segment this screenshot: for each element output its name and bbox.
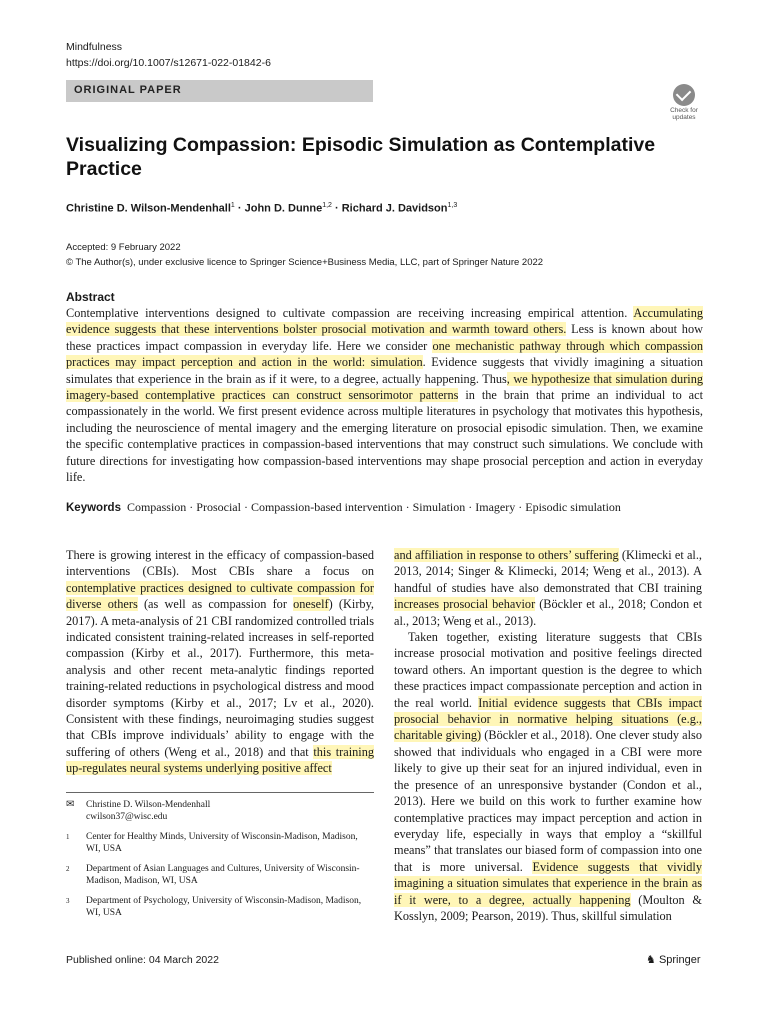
highlighted-text: Evidence suggests that vividly imagining a situation simulates that experience in the brain as if it were, to a degree, actually happening bbox=[394, 859, 702, 907]
check-updates-label: Check for updates bbox=[670, 107, 698, 121]
author-affiliation-marker: 1 bbox=[230, 202, 235, 209]
doi-link[interactable]: https://doi.org/10.1007/s12671-022-01842-6 bbox=[66, 57, 271, 69]
affiliation-text: Department of Asian Languages and Cultures, University of Wisconsin-Madison, Madison, WI, USA bbox=[86, 864, 360, 886]
text-run: in the brain that prime an individual to act compassionately in the world. We first present evidence across multiple literatures in psychology that motivates this hypothesis, including the neuroscience of mental imagery and the emerging literature on prosocial episodic simulation. Then, we examine the specific contemplative practices in compassion-based interventions that may construct such simulations. We conclude with future directions for investigating how compassion-based interventions may shape prosocial perception and action in everyday life. bbox=[66, 388, 704, 485]
keywords-line bbox=[66, 500, 703, 515]
text-run: There is growing interest in the efficacy of compassion-based interventions (CBIs). Most CBIs share a focus on bbox=[66, 548, 374, 579]
publisher-name: Springer bbox=[658, 954, 701, 966]
contact-name: Christine D. Wilson-Mendenhall bbox=[86, 800, 211, 810]
contact-footnote bbox=[66, 799, 366, 823]
springer-horse-icon: ♞ bbox=[646, 954, 656, 966]
publication-info bbox=[66, 240, 543, 270]
journal-header bbox=[66, 39, 271, 71]
text-run: (as well as compassion for bbox=[137, 597, 294, 612]
highlighted-text: Initial evidence suggests that CBIs impact prosocial behavior in normative helping situations (e.g., charitable giving) bbox=[394, 695, 703, 743]
copyright-line: © The Author(s), under exclusive licence to Springer Science+Business Media, LLC, part of Springer Nature 2022 bbox=[66, 257, 544, 268]
highlighted-text: and affiliation in response to others’ suffering bbox=[394, 548, 619, 562]
journal-name: Mindfulness bbox=[66, 41, 123, 53]
affiliation-text: Department of Psychology, University of Wisconsin-Madison, Madison, WI, USA bbox=[86, 896, 362, 918]
text-run: (Klimecki et al., 2013, 2014; Singer & Klimecki, 2014; Weng et al., 2013). A handful of studies have also demonstrated that CBI training bbox=[394, 548, 702, 595]
text-run: (Böckler et al., 2018; Condon et al., 2013; Weng et al., 2013). bbox=[394, 597, 702, 628]
text-run: Less is known about how these practices impact compassion in everyday life. Here we consider bbox=[66, 322, 703, 353]
highlighted-text: oneself bbox=[293, 597, 329, 612]
affiliation-footnote bbox=[66, 863, 366, 887]
affiliation-number: 3 bbox=[66, 897, 70, 905]
body-column-left bbox=[66, 547, 374, 777]
check-for-updates-badge[interactable] bbox=[664, 84, 704, 124]
keywords-label: Keywords bbox=[66, 502, 121, 514]
author-list: Christine D. Wilson-Mendenhall$^1$ · John D. Dunne$^{1,2}$ · Richard J. Davidson$^{1,3}$ bbox=[66, 202, 458, 215]
affiliation-footnote bbox=[66, 895, 366, 919]
body-paragraph bbox=[394, 629, 702, 924]
affiliation-number: 2 bbox=[66, 865, 70, 873]
affiliation-footnote bbox=[66, 831, 366, 855]
published-date: Published online: 04 March 2022 bbox=[66, 954, 219, 966]
text-run: (Moulton & Kosslyn, 2009; Pearson, 2019). Thus, skillful simulation bbox=[394, 892, 702, 923]
affiliation-number: 1 bbox=[66, 833, 70, 841]
abstract-heading: Abstract bbox=[66, 290, 115, 304]
text-run: ) (Kirby, 2017). A meta-analysis of 21 CBI randomized controlled trials indicated consistent training-related increases in self-reported compassion (Kirby et al., 2017). Furthermore, this meta-analysis and other recent meta-analytic findings reported training-related reductions in psychological distress and mood disorder symptoms (Kirby et al., 2017; Lv et al., 2020). Consistent with these findings, neuroimaging studies suggest that CBIs improve individuals’ ability to engage with the suffering of others (Weng et al., 2018) and that bbox=[66, 597, 374, 759]
body-paragraph bbox=[394, 547, 702, 629]
highlighted-text: contemplative practices designed to cultivate compassion for diverse others bbox=[66, 580, 374, 612]
author-name[interactable]: John D. Dunne bbox=[244, 202, 323, 215]
accepted-date: Accepted: 9 February 2022 bbox=[66, 242, 181, 253]
author-name[interactable]: Richard J. Davidson bbox=[341, 202, 448, 215]
highlighted-text: this training up-regulates neural systems underlying positive affect bbox=[66, 744, 374, 776]
footnotes bbox=[66, 799, 366, 927]
text-run: Contemplative interventions designed to cultivate compassion are receiving increasing empirical attention. bbox=[66, 306, 634, 320]
affiliation-text: Center for Healthy Minds, University of Wisconsin-Madison, Madison, WI, USA bbox=[86, 832, 358, 854]
checkmark-icon bbox=[673, 84, 695, 106]
author-name[interactable]: Christine D. Wilson-Mendenhall bbox=[66, 202, 231, 215]
body-paragraph bbox=[66, 547, 374, 777]
article-type-banner bbox=[66, 80, 373, 102]
article-title: Visualizing Compassion: Episodic Simulation as Contemplative Practice bbox=[66, 134, 656, 180]
text-run: . Evidence suggests that vividly imagining a situation simulates that experience in the brain as if it were, to a degree, actually happening. Thus bbox=[66, 355, 703, 386]
contact-email[interactable]: cwilson37@wisc.edu bbox=[86, 812, 168, 822]
highlighted-text: increases prosocial behavior bbox=[394, 597, 536, 612]
abstract-body bbox=[66, 305, 703, 485]
keywords-list: Compassion · Prosocial · Compassion-based intervention · Simulation · Imagery · Episodic simulation bbox=[126, 500, 621, 514]
text-run: Taken together, existing literature suggests that CBIs increase prosocial motivation and positive feelings directed toward others. An important question is the degree to which these practices impact compassionate perception and action in the real world. bbox=[394, 630, 702, 710]
highlighted-text: Accumulating evidence suggests that these interventions bolster prosocial motivation and warmth toward others. bbox=[66, 306, 703, 337]
author-affiliation-marker: 1,3 bbox=[447, 202, 458, 209]
body-column-right bbox=[394, 547, 702, 924]
highlighted-text: one mechanistic pathway through which compassion practices may impact perception and action in the world: simulation bbox=[66, 338, 703, 370]
envelope-icon: ✉ bbox=[66, 799, 75, 810]
footnote-divider bbox=[66, 792, 374, 793]
highlighted-text: , we hypothesize that simulation during imagery-based contemplative practices can construct sensorimotor patterns bbox=[66, 371, 704, 403]
publisher-logo bbox=[646, 953, 701, 966]
article-type-label: ORIGINAL PAPER bbox=[74, 84, 182, 96]
author-affiliation-marker: 1,2 bbox=[322, 202, 332, 209]
text-run: (Böckler et al., 2018). One clever study also showed that individuals who engaged in a CBI were more likely to give up their seat for an injured individual, even in the presence of an unresponsive bystander (Condon et al., 2013). Here we build on this work to further examine how contemplative practices may impact perception and action in everyday life, especially in ways that employ a “skillful means” that translates our biased form of compassion into one that is more universal. bbox=[394, 728, 702, 874]
